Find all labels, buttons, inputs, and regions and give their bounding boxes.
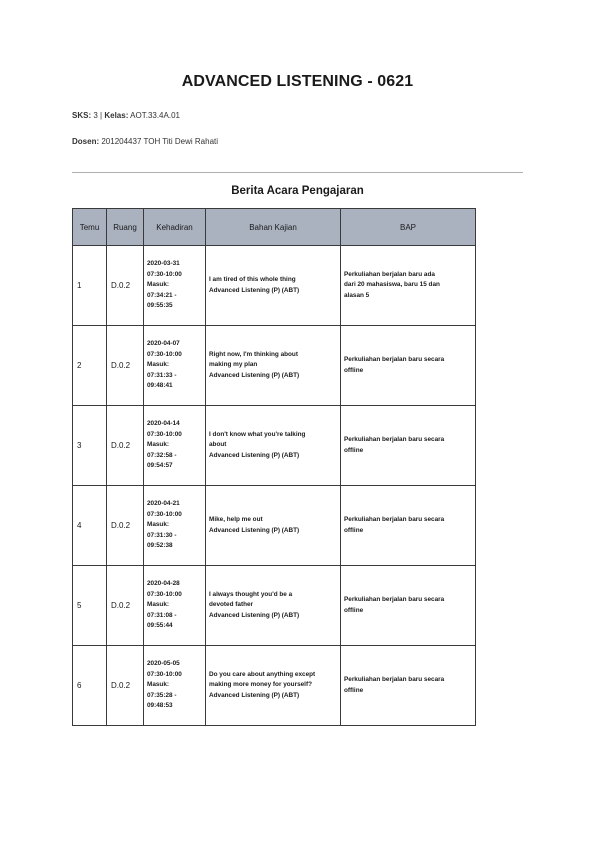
attendance-line: 09:48:53 — [147, 702, 173, 710]
lecturer-info — [72, 137, 218, 146]
attendance-line: Masuk: — [147, 441, 170, 449]
topic-line: Advanced Listening (P) (ABT) — [209, 691, 300, 699]
attendance-line: 07:30-10:00 — [147, 670, 182, 678]
temu-cell: 3 — [73, 406, 107, 486]
attendance-line: 07:34:21 - — [147, 291, 177, 299]
course-info — [72, 111, 180, 120]
divider — [72, 172, 523, 173]
attendance-line: 09:52:38 — [147, 542, 173, 550]
bap-line: offline — [344, 686, 364, 694]
bap-line: Perkuliahan berjalan baru secara — [344, 355, 445, 363]
topic-line: Advanced Listening (P) (ABT) — [209, 526, 300, 534]
attendance-line: 07:30-10:00 — [147, 350, 182, 358]
bap-line: offline — [344, 526, 364, 534]
attendance-line: Masuk: — [147, 601, 170, 609]
dosen-label: Dosen: — [72, 137, 100, 146]
attendance-line: 2020-04-14 — [147, 420, 180, 428]
bap-line: dari 20 mahasiswa, baru 15 dan — [344, 281, 440, 289]
attendance-line: 2020-04-21 — [147, 500, 180, 508]
topic-line: making my plan — [209, 361, 258, 369]
section-title: Berita Acara Pengajaran — [231, 185, 364, 197]
topic-line: Do you care about anything except — [209, 670, 316, 678]
bap-line: Perkuliahan berjalan baru secara — [344, 515, 445, 523]
header-bahan-kajian: Bahan Kajian — [206, 209, 341, 246]
temu-cell: 1 — [73, 246, 107, 326]
bap-cell — [341, 246, 476, 326]
table-header-row — [73, 209, 476, 246]
ruang-cell: D.0.2 — [107, 566, 144, 646]
attendance-line: 07:32:58 - — [147, 451, 177, 459]
attendance-line: Masuk: — [147, 361, 170, 369]
topic-line: making more money for yourself? — [209, 681, 312, 689]
kehadiran-cell — [144, 406, 206, 486]
bap-line: Perkuliahan berjalan baru secara — [344, 435, 445, 443]
document-title: ADVANCED LISTENING - 0621 — [181, 73, 414, 90]
bahan-kajian-cell — [206, 406, 341, 486]
table-row — [73, 326, 476, 406]
table-row — [73, 566, 476, 646]
bahan-kajian-cell — [206, 486, 341, 566]
kehadiran-cell — [144, 486, 206, 566]
sks-value: 3 — [93, 111, 98, 120]
topic-line: Advanced Listening (P) (ABT) — [209, 451, 300, 459]
attendance-line: 07:31:33 - — [147, 371, 177, 379]
attendance-line: Masuk: — [147, 281, 170, 289]
temu-cell: 6 — [73, 646, 107, 726]
attendance-line: 07:30-10:00 — [147, 590, 182, 598]
topic-line: I am tired of this whole thing — [209, 275, 296, 283]
attendance-line: Masuk: — [147, 521, 170, 529]
bap-cell — [341, 406, 476, 486]
bap-line: offline — [344, 366, 364, 374]
attendance-line: 09:55:35 — [147, 302, 173, 310]
bap-cell — [341, 566, 476, 646]
bahan-kajian-cell — [206, 246, 341, 326]
attendance-line: 09:54:57 — [147, 462, 173, 470]
ruang-cell: D.0.2 — [107, 406, 144, 486]
table-row — [73, 486, 476, 566]
bahan-kajian-cell — [206, 646, 341, 726]
kehadiran-cell — [144, 246, 206, 326]
attendance-line: 2020-04-07 — [147, 340, 180, 348]
teaching-record-table — [72, 208, 476, 726]
temu-cell: 5 — [73, 566, 107, 646]
table-row — [73, 406, 476, 486]
attendance-line: 07:31:08 - — [147, 611, 177, 619]
topic-line: about — [209, 441, 227, 449]
table-row — [73, 246, 476, 326]
kelas-label: Kelas: — [104, 111, 129, 120]
bap-line: Perkuliahan berjalan baru secara — [344, 595, 445, 603]
kehadiran-cell — [144, 566, 206, 646]
bap-line: alasan 5 — [344, 291, 370, 299]
ruang-cell: D.0.2 — [107, 326, 144, 406]
attendance-line: 07:35:28 - — [147, 691, 177, 699]
attendance-line: 07:30-10:00 — [147, 430, 182, 438]
attendance-line: Masuk: — [147, 681, 170, 689]
header-kehadiran: Kehadiran — [144, 209, 206, 246]
topic-line: Advanced Listening (P) (ABT) — [209, 286, 300, 294]
bap-line: Perkuliahan berjalan baru ada — [344, 270, 437, 278]
attendance-line: 09:55:44 — [147, 622, 173, 630]
header-ruang: Ruang — [107, 209, 144, 246]
kehadiran-cell — [144, 326, 206, 406]
topic-line: devoted father — [209, 601, 254, 609]
topic-line: I don't know what you're talking — [209, 430, 306, 438]
sks-label: SKS: — [72, 111, 92, 120]
header-bap: BAP — [341, 209, 476, 246]
temu-cell: 4 — [73, 486, 107, 566]
dosen-value: 201204437 TOH Titi Dewi Rahati — [101, 137, 219, 146]
header-temu: Temu — [73, 209, 107, 246]
topic-line: Mike, help me out — [209, 515, 263, 523]
attendance-line: 2020-03-31 — [147, 260, 180, 268]
attendance-line: 07:30-10:00 — [147, 510, 182, 518]
attendance-line: 2020-04-28 — [147, 580, 180, 588]
separator: | — [100, 111, 103, 120]
attendance-line: 09:48:41 — [147, 382, 173, 390]
bap-cell — [341, 486, 476, 566]
topic-line: Advanced Listening (P) (ABT) — [209, 371, 300, 379]
bahan-kajian-cell — [206, 326, 341, 406]
kelas-value: AOT.33.4A.01 — [130, 111, 180, 120]
bap-cell — [341, 646, 476, 726]
ruang-cell: D.0.2 — [107, 646, 144, 726]
bap-line: offline — [344, 606, 364, 614]
bahan-kajian-cell — [206, 566, 341, 646]
table-row — [73, 646, 476, 726]
temu-cell: 2 — [73, 326, 107, 406]
ruang-cell: D.0.2 — [107, 246, 144, 326]
topic-line: I always thought you'd be a — [209, 590, 293, 598]
attendance-line: 07:30-10:00 — [147, 270, 182, 278]
ruang-cell: D.0.2 — [107, 486, 144, 566]
bap-line: offline — [344, 446, 364, 454]
kehadiran-cell — [144, 646, 206, 726]
attendance-line: 07:31:30 - — [147, 531, 177, 539]
attendance-line: 2020-05-05 — [147, 660, 180, 668]
topic-line: Right now, I'm thinking about — [209, 350, 298, 358]
bap-cell — [341, 326, 476, 406]
bap-line: Perkuliahan berjalan baru secara — [344, 675, 445, 683]
topic-line: Advanced Listening (P) (ABT) — [209, 611, 300, 619]
